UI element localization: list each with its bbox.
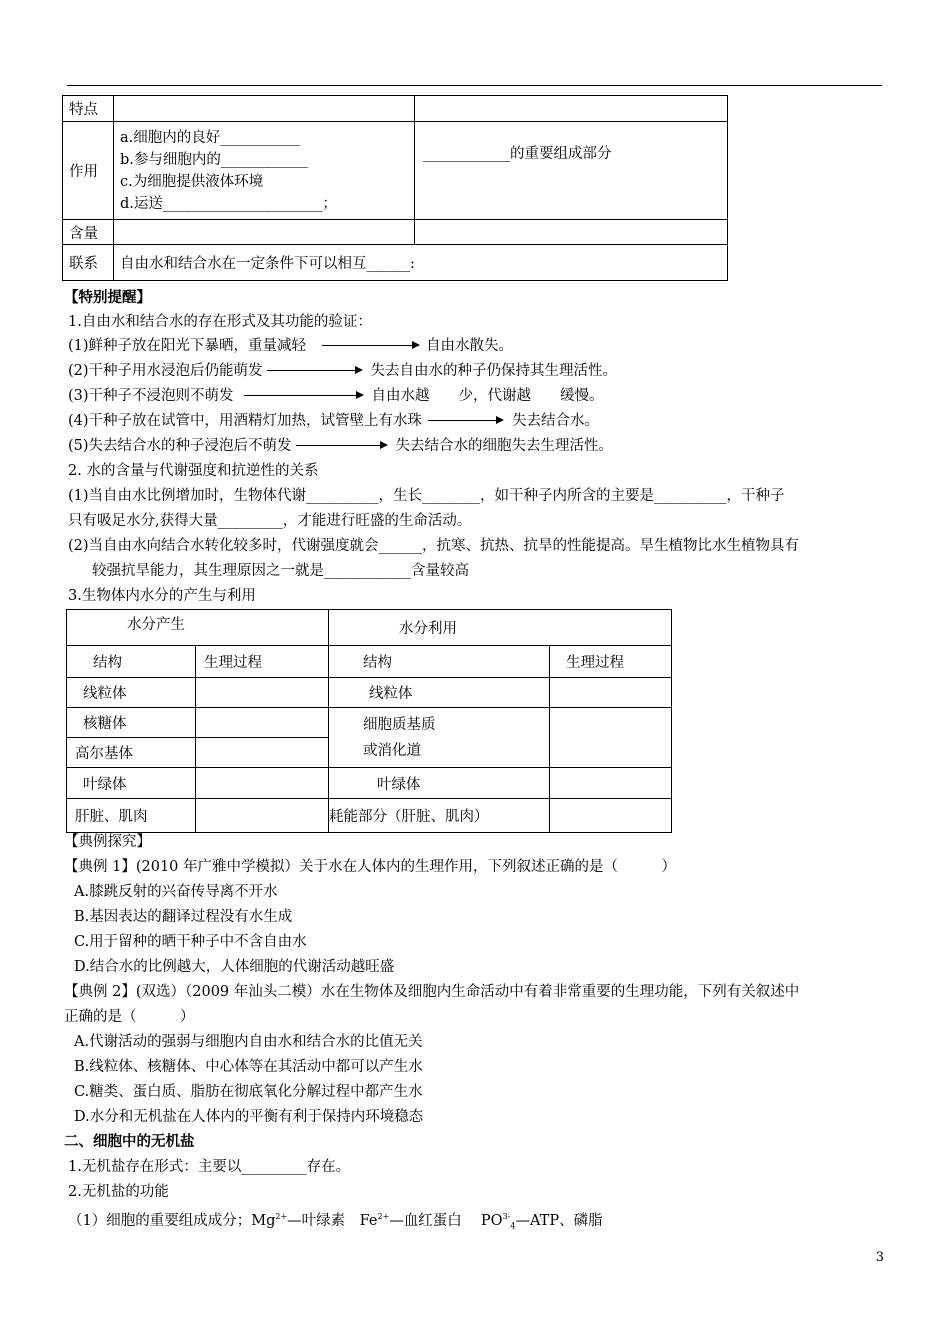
reminder-item2-p2b: 较强抗旱能力，其生理原因之一就是____________含量较高 — [92, 563, 469, 579]
reminder-item1-title: 1.自由水和结合水的存在形式及其功能的验证： — [68, 314, 372, 330]
reminder-heading: 【特别提醒】 — [64, 289, 151, 306]
section2-item2-1-part1: （1）细胞的重要组成成分；Mg — [68, 1212, 276, 1229]
po-subscript: 4 — [510, 1221, 516, 1231]
row-header-relation: 联系 — [63, 245, 114, 281]
mg-charge: 2+ — [275, 1212, 288, 1221]
example-1-option-d: D.结合水的比例越大，人体细胞的代谢活动越旺盛 — [74, 959, 395, 975]
cell-relation: 自由水和结合水在一定条件下可以相互______: — [114, 245, 728, 281]
right-process-4 — [550, 768, 672, 799]
left-process-1 — [196, 678, 329, 708]
header-water-produce: 水分产生 — [67, 610, 329, 646]
water-comparison-table — [62, 95, 728, 281]
left-structure-liver-muscle: 肝脏、肌肉 — [67, 799, 196, 833]
example-2-option-c: C.糖类、蛋白质、脂肪在彻底氧化分解过程中都产生水 — [74, 1084, 423, 1100]
section2-item2: 2.无机盐的功能 — [68, 1184, 169, 1200]
left-process-3 — [196, 738, 329, 768]
experiment-1-result: 自由水散失。 — [426, 338, 514, 354]
cell-content-free — [114, 220, 415, 245]
experiment-5-result: 失去结合水的细胞失去生理活性。 — [395, 438, 614, 454]
reminder-item2-p1a: (1)当自由水比例增加时，生物体代谢__________，生长________，如干种子内所含的主要是__________，干种子 — [68, 488, 785, 504]
header-structure-right: 结构 — [329, 646, 550, 678]
example-1-question: 【典例 1】(2010 年广雅中学模拟）关于水在人体内的生理作用，下列叙述正确的是（ ） — [64, 859, 676, 875]
section2-item2-1-part2: —叶绿素 Fe — [287, 1212, 378, 1229]
reminder-item2-title: 2. 水的含量与代谢强度和抗逆性的关系 — [68, 463, 319, 479]
cell-features-bound — [415, 96, 728, 122]
experiment-4-condition: (4)干种子放在试管中，用酒精灯加热，试管壁上有水珠 — [68, 413, 423, 429]
section2-item1: 1.无机盐存在形式：主要以_________存在。 — [68, 1159, 351, 1175]
experiment-3 — [68, 384, 604, 408]
arrow-icon — [322, 345, 418, 347]
section2-heading: 二、细胞中的无机盐 — [64, 1133, 195, 1150]
experiment-5-condition: (5)失去结合水的种子浸泡后不萌发 — [68, 438, 292, 454]
reminder-item3-title: 3.生物体内水分的产生与利用 — [68, 588, 256, 604]
right-structure-cytoplasm — [329, 708, 550, 768]
experiment-3-result: 自由水越 少，代谢越 缓慢。 — [371, 388, 604, 404]
header-process-right: 生理过程 — [550, 646, 672, 678]
free-water-function-c: c.为细胞提供液体环境 — [120, 173, 264, 190]
right-structure-energy-consuming: 耗能部分（肝脏、肌肉） — [329, 799, 550, 833]
fe-charge: 2+ — [377, 1212, 390, 1221]
water-production-use-table — [66, 609, 672, 833]
experiment-2-condition: (2)干种子用水浸泡后仍能萌发 — [68, 363, 263, 379]
free-water-function-d: d.运送______________________； — [120, 195, 337, 212]
arrow-icon — [296, 445, 386, 447]
cell-functions-bound: ____________的重要组成部分 — [415, 122, 728, 220]
cell-content-bound — [415, 220, 728, 245]
example-2-question-line1: 【典例 2】(双选）（2009 年汕头二模）水在生物体及细胞内生命活动中有着非常重要的生理功能，下列有关叙述中 — [64, 984, 800, 1000]
arrow-icon — [244, 395, 362, 397]
left-structure-golgi: 高尔基体 — [67, 738, 196, 768]
example-2-option-d: D.水分和无机盐在人体内的平衡有利于保持内环境稳态 — [74, 1109, 424, 1125]
row-header-features: 特点 — [63, 96, 114, 122]
header-structure-left: 结构 — [67, 646, 196, 678]
right-process-5 — [550, 799, 672, 833]
row-header-content: 含量 — [63, 220, 114, 245]
right-structure-mitochondria: 线粒体 — [329, 678, 550, 708]
arrow-icon — [428, 420, 502, 422]
cell-functions-free — [114, 122, 415, 220]
example-2-option-b: B.线粒体、核糖体、中心体等在其活动中都可以产生水 — [74, 1059, 423, 1075]
po-charge: 3- — [502, 1212, 511, 1221]
experiment-5 — [68, 434, 613, 458]
section2-item2-1-part4: —ATP、磷脂 — [515, 1212, 603, 1229]
left-structure-ribosome: 核糖体 — [67, 708, 196, 738]
page-number: 3 — [875, 1250, 884, 1265]
section2-item2-1-part3: —血红蛋白 PO — [389, 1212, 503, 1229]
example-1-option-a: A.膝跳反射的兴奋传导离不开水 — [74, 884, 278, 900]
header-process-left: 生理过程 — [196, 646, 329, 678]
left-structure-chloroplast: 叶绿体 — [67, 768, 196, 799]
experiment-4-result: 失去结合水。 — [512, 413, 600, 429]
example-2-question-line2: 正确的是（ ） — [64, 1009, 195, 1025]
examples-heading: 【典例探究】 — [64, 834, 151, 850]
arrow-icon — [267, 370, 361, 372]
left-process-4 — [196, 768, 329, 799]
header-water-use: 水分利用 — [329, 610, 672, 646]
left-process-5 — [196, 799, 329, 833]
experiment-3-condition: (3)干种子不浸泡则不萌发 — [68, 388, 234, 404]
right-structure-cytoplasm-line1: 细胞质基质 — [363, 716, 436, 733]
row-header-functions: 作用 — [63, 122, 114, 220]
experiment-2 — [68, 359, 617, 383]
right-process-2 — [550, 708, 672, 768]
header-rule — [67, 85, 882, 86]
section2-item2-1 — [68, 1205, 603, 1239]
right-process-1 — [550, 678, 672, 708]
reminder-item2-p1b: 只有吸足水分,获得大量_________，才能进行旺盛的生命活动。 — [68, 513, 472, 529]
right-structure-chloroplast: 叶绿体 — [329, 768, 550, 799]
experiment-2-result: 失去自由水的种子仍保持其生理活性。 — [370, 363, 618, 379]
example-1-option-c: C.用于留种的晒干种子中不含自由水 — [74, 934, 307, 950]
reminder-item2-p2a: (2)当自由水向结合水转化较多时，代谢强度就会______，抗寒、抗热、抗旱的性能提高。旱生植物比水生植物具有 — [68, 538, 800, 554]
example-1-option-b: B.基因表达的翻译过程没有水生成 — [74, 909, 293, 925]
experiment-1 — [68, 334, 513, 358]
cell-features-free — [114, 96, 415, 122]
right-structure-cytoplasm-line2: 或消化道 — [363, 742, 421, 759]
left-structure-mitochondria: 线粒体 — [67, 678, 196, 708]
free-water-function-b: b.参与细胞内的____________ — [120, 151, 308, 168]
free-water-function-a: a.细胞内的良好___________ — [120, 129, 301, 146]
left-process-2 — [196, 708, 329, 738]
experiment-1-condition: (1)鲜种子放在阳光下暴晒，重量减轻 — [68, 338, 307, 354]
example-2-option-a: A.代谢活动的强弱与细胞内自由水和结合水的比值无关 — [74, 1034, 423, 1050]
experiment-4 — [68, 409, 599, 433]
